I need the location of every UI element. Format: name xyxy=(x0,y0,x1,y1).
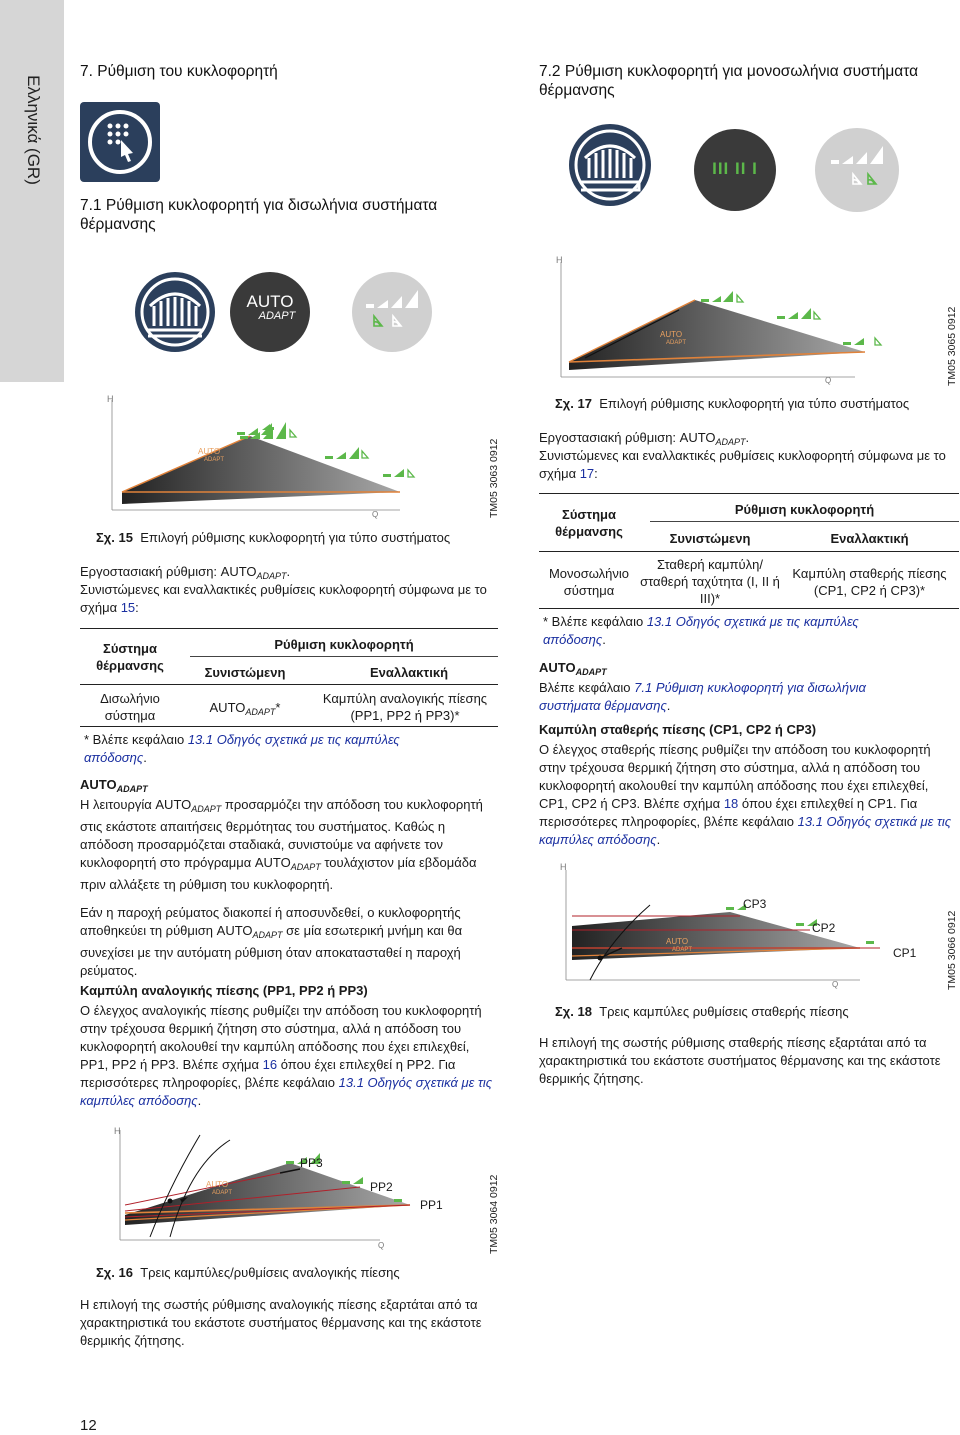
right-auto-ref-prefix: Βλέπε κεφάλαιο xyxy=(539,680,635,695)
right-recommend-body: Συνιστώμενες και εναλλακτικές ρυθμίσεις κυκλοφορητή σύμφωνα με το σχήμα xyxy=(539,448,946,481)
fig17-auto-text: AUTO xyxy=(660,330,683,339)
right-footnote-prefix: * Βλέπε κεφάλαιο xyxy=(543,614,647,629)
fig15-tm-code: TM05 3063 0912 xyxy=(488,438,500,518)
left-factory-setting: Εργοστασιακή ρύθμιση: $AUTO_{ADAPT}$. xyxy=(80,564,291,581)
fig18-axis-h: H xyxy=(560,862,567,872)
fig17-axis-q: Q xyxy=(825,376,832,385)
right-auto-heading-main: AUTO xyxy=(539,660,576,675)
right-auto-heading xyxy=(539,659,607,681)
right-table-col-system: Σύστημα θέρμανσης xyxy=(555,507,623,539)
fig16-auto-text: AUTO xyxy=(206,1180,229,1189)
left-pp-paragraph: Ο έλεγχος αναλογικής πίεσης ρυθμίζει την απόδοση του κυκλοφορητή στην τρέχουσα θερμική ζήτηση στο σύστημα, αλλά η απόδοση του κυκλοφορητή ακολουθεί την καμπύλη απόδοσης που έχει επιλεχθεί, PP1, PP2 ή PP3. Βλέπε σχήμα 16 όπου έχει επιλεχθεί η PP2. Για περισσότερες πληροφορίες, βλέπε κεφάλαιο 13.1 Οδηγός σχετικά με τις καμπύλες απόδοσης. xyxy=(80,1003,493,1108)
right-recommend-text: Συνιστώμενες και εναλλακτικές ρυθμίσεις κυκλοφορητή σύμφωνα με το σχήμα 17: xyxy=(539,448,946,481)
fig17-tm-code: TM05 3065 0912 xyxy=(946,306,958,386)
right-table-bottom-rule xyxy=(539,608,959,609)
right-factory-setting: Εργοστασιακή ρύθμιση: $AUTO_{ADAPT}$. xyxy=(539,430,750,447)
left-table-row-recommended-sub: ADAPT xyxy=(245,707,276,717)
left-table-bottom-rule xyxy=(80,726,498,727)
right-cp-p2: όπου έχει επιλεχθεί η CP1. Για περισσότερες πληροφορίες, βλέπε κεφάλαιο xyxy=(539,796,918,829)
right-table-col-recommended: Συνιστώμενη xyxy=(669,531,751,546)
right-auto-heading-sub: ADAPT xyxy=(575,667,607,677)
fig17-caption xyxy=(555,396,909,411)
left-pp-heading: Καμπύλη αναλογικής πίεσης (PP1, PP2 ή PP3) xyxy=(80,983,368,998)
left-auto-heading-main: AUTO xyxy=(80,777,117,792)
fig15-diagram xyxy=(100,392,420,520)
fig16-note: Η επιλογή της σωστής ρύθμισης αναλογικής πίεσης εξαρτάται από τα χαρακτηριστικά του εκάστοτε συστήματος θέρμανσης και της εκάστοτε θερμικής ζήτησης. xyxy=(80,1297,482,1348)
fig17-caption-text: Επιλογή ρύθμισης κυκλοφορητή για τύπο συστήματος xyxy=(599,396,910,411)
constant-speed-icon-text: III II I xyxy=(712,159,758,178)
left-factory-prefix: Εργοστασιακή ρύθμιση: AUTO xyxy=(80,564,257,579)
left-recommend-fig-link[interactable]: 15 xyxy=(120,600,136,615)
left-table-row-recommended: $AUTO_{ADAPT}*$ xyxy=(209,700,281,717)
right-recommend-fig-link[interactable]: 17 xyxy=(579,466,595,481)
fig18-auto-text: AUTO xyxy=(666,937,689,946)
right-auto-reference: Βλέπε κεφάλαιο 7.1 Ρύθμιση κυκλοφορητή για δισωλήνια συστήματα θέρμανσης. xyxy=(539,680,866,713)
right-table-top-rule xyxy=(539,493,959,494)
fig18-cp1-label: CP1 xyxy=(893,946,917,960)
right-table-col-setting: Ρύθμιση κυκλοφορητή xyxy=(734,502,875,517)
fig16-pp3-label: PP3 xyxy=(300,1156,323,1170)
left-footnote: * Βλέπε κεφάλαιο 13.1 Οδηγός σχετικά με τις καμπύλες απόδοσης. xyxy=(84,732,400,765)
left-table-header-rule xyxy=(80,684,498,685)
fig16-adapt-text: ADAPT xyxy=(212,1190,233,1196)
right-factory-prefix: Εργοστασιακή ρύθμιση: AUTO xyxy=(539,430,716,445)
left-footnote-prefix: * Βλέπε κεφάλαιο xyxy=(84,732,188,747)
fig18-axis-q: Q xyxy=(832,980,839,989)
right-table-row-alternative: Καμπύλη σταθερής πίεσης (CP1, CP2 ή CP3)* xyxy=(792,566,947,598)
left-recommend-body: Συνιστώμενες και εναλλακτικές ρυθμίσεις κυκλοφορητή σύμφωνα με το σχήμα xyxy=(80,582,487,615)
fig15-caption-number: Σχ. 15 xyxy=(96,530,133,545)
fig16-axis-h: H xyxy=(114,1126,121,1136)
fig15-caption-text: Επιλογή ρύθμισης κυκλοφορητή για τύπο συστήματος xyxy=(140,530,451,545)
right-table-mid-rule xyxy=(650,521,959,522)
two-pipe-radiator-icon xyxy=(135,272,215,352)
left-auto-p2a: Εάν η παροχή ρεύματος διακοπεί ή αποσυνδεθεί, ο κυκλοφορητής αποθηκεύει τη ρύθμιση AUTO xyxy=(80,905,461,938)
left-pp-p2: όπου έχει επιλεχθεί η PP2. Για περισσότερες πληροφορίες, βλέπε κεφάλαιο xyxy=(80,1057,456,1090)
left-pp-p1: Ο έλεγχος αναλογικής πίεσης ρυθμίζει την απόδοση του κυκλοφορητή στην τρέχουσα θερμική ζήτηση στο σύστημα, αλλά η απόδοση του κυκλοφορητή ακολουθεί την καμπύλη απόδοσης που έχει επιλεχθεί, PP1, PP2 ή PP3. Βλέπε σχήμα xyxy=(80,1003,482,1072)
touch-settings-icon xyxy=(80,102,160,182)
left-footnote-link[interactable]: 13.1 Οδηγός σχετικά με τις καμπύλες απόδοσης xyxy=(84,732,400,765)
fig15-caption xyxy=(96,530,450,545)
fig16-pp2-label: PP2 xyxy=(370,1180,393,1194)
left-auto-paragraph-2 xyxy=(80,904,500,980)
fig17-diagram xyxy=(555,252,915,387)
section-7-1-heading: 7.1 Ρύθμιση κυκλοφορητή για δισωλήνια συστήματα θέρμανσης xyxy=(80,197,438,233)
curve-selection-icon xyxy=(352,272,432,352)
fig16-auto-label xyxy=(206,1180,232,1198)
right-cp-p1: Ο έλεγχος σταθερής πίεσης ρυθμίζει την απόδοση του κυκλοφορητή στην τρέχουσα θερμική ζήτηση στο σύστημα, αλλά η απόδοση του κυκλοφορητή ακολουθεί την καμπύλη απόδοσης που έχει επιλεχθεί, CP1, CP2 ή CP3. Βλέπε σχήμα xyxy=(539,742,931,811)
page-number: 12 xyxy=(80,1417,97,1434)
left-table-top-rule xyxy=(80,628,498,629)
fig15-auto-label xyxy=(198,447,224,465)
language-tab-label: Ελληνικά (GR) xyxy=(24,75,43,185)
left-table-row-system: Δισωλήνιο σύστημα xyxy=(100,691,160,723)
fig16-axis-q: Q xyxy=(378,1241,385,1250)
fig15-auto-text: AUTO xyxy=(198,447,221,456)
left-auto-p1a: Η λειτουργία AUTO xyxy=(80,797,192,812)
right-cp-fig-link[interactable]: 18 xyxy=(723,796,739,811)
auto-adapt-icon-adapt: ADAPT xyxy=(258,310,296,322)
left-auto-p1-sub2: ADAPT xyxy=(290,862,321,872)
fig18-caption-text: Τρεις καμπύλες ρυθμίσεις σταθερής πίεσης xyxy=(599,1004,849,1019)
fig16-diagram xyxy=(110,1125,460,1250)
fig18-diagram xyxy=(560,860,920,990)
fig15-adapt-text: ADAPT xyxy=(204,457,225,463)
fig18-adapt-text: ADAPT xyxy=(672,947,693,953)
right-auto-ref-link[interactable]: 7.1 Ρύθμιση κυκλοφορητή για δισωλήνια συστήματα θέρμανσης xyxy=(539,680,866,713)
curve-selection-icon-right xyxy=(815,128,899,212)
left-table-mid-rule xyxy=(190,656,498,657)
left-table-col-alternative: Εναλλακτική xyxy=(369,665,449,680)
one-pipe-radiator-icon xyxy=(569,124,651,206)
fig18-caption-number: Σχ. 18 xyxy=(555,1004,592,1019)
fig17-adapt-text: ADAPT xyxy=(666,340,687,346)
fig16-tm-code: TM05 3064 0912 xyxy=(488,1174,500,1254)
left-auto-p1b: προσαρμόζει την απόδοση του κυκλοφορητή στις εκάστοτε απαιτήσεις θερμότητας του συστήματος. Καθώς η απόδοση προσαρμόζεται σταδιακά, συνιστούμε να αφήνετε τον κυκλοφορητή στο πρόγραμμα AUTO xyxy=(80,797,483,870)
left-factory-sub: ADAPT xyxy=(256,571,287,581)
right-table-row-recommended: Σταθερή καμπύλη/σταθερή ταχύτητα (I, II ή III)* xyxy=(640,557,780,606)
fig16-caption-text: Τρεις καμπύλες/ρυθμίσεις αναλογικής πίεσης xyxy=(140,1265,400,1280)
right-cp-link[interactable]: 13.1 Οδηγός σχετικά με τις καμπύλες απόδοσης xyxy=(539,814,952,847)
left-auto-p1-sub1: ADAPT xyxy=(191,804,222,814)
fig16-caption-number: Σχ. 16 xyxy=(96,1265,133,1280)
left-table-col-recommended: Συνιστώμενη xyxy=(204,665,286,680)
right-footnote-link[interactable]: 13.1 Οδηγός σχετικά με τις καμπύλες απόδοσης xyxy=(543,614,859,647)
fig17-axis-h: H xyxy=(556,255,563,265)
right-cp-paragraph: Ο έλεγχος σταθερής πίεσης ρυθμίζει την απόδοση του κυκλοφορητή στην τρέχουσα θερμική ζήτηση στο σύστημα, αλλά η απόδοση του κυκλοφορητή ακολουθεί την καμπύλη απόδοσης που έχει επιλεχθεί, CP1, CP2 ή CP3. Βλέπε σχήμα 18 όπου έχει επιλεχθεί η CP1. Για περισσότερες πληροφορίες, βλέπε κεφάλαιο 13.1 Οδηγός σχετικά με τις καμπύλες απόδοσης. xyxy=(539,742,952,847)
fig17-caption-number: Σχ. 17 xyxy=(555,396,592,411)
fig17-auto-label xyxy=(660,330,686,348)
fig15-axis-h: H xyxy=(107,394,114,404)
left-auto-p1c: τουλάχιστον μία εβδομάδα πριν αλλάξετε τη ρύθμιση του κυκλοφορητή. xyxy=(80,855,477,892)
left-auto-p2-sub: ADAPT xyxy=(252,930,283,940)
fig18-tm-code: TM05 3066 0912 xyxy=(946,910,958,990)
section-7-heading: 7. Ρύθμιση του κυκλοφορητή xyxy=(80,63,278,80)
left-recommend-text: Συνιστώμενες και εναλλακτικές ρυθμίσεις κυκλοφορητή σύμφωνα με το σχήμα 15: xyxy=(80,582,487,615)
left-auto-paragraph-1 xyxy=(80,796,500,894)
left-pp-fig-link[interactable]: 16 xyxy=(262,1057,278,1072)
fig18-auto-label xyxy=(666,937,692,955)
left-pp-link[interactable]: 13.1 Οδηγός σχετικά με τις καμπύλες απόδοσης xyxy=(80,1075,493,1108)
left-table-row-recommended-main: AUTO xyxy=(209,700,246,715)
left-table-col-system: Σύστημα θέρμανσης xyxy=(96,641,164,673)
left-table-col-setting: Ρύθμιση κυκλοφορητή xyxy=(274,637,414,652)
language-tab xyxy=(0,0,64,382)
right-factory-sub: ADAPT xyxy=(715,437,746,447)
right-table-header-rule xyxy=(539,551,959,552)
section-7-2-heading: 7.2 Ρύθμιση κυκλοφορητή για μονοσωλήνια συστήματα θέρμανσης xyxy=(539,63,919,99)
fig16-pp1-label: PP1 xyxy=(420,1198,443,1212)
fig15-axis-q: Q xyxy=(372,510,379,519)
right-footnote: * Βλέπε κεφάλαιο 13.1 Οδηγός σχετικά με τις καμπύλες απόδοσης. xyxy=(543,614,859,647)
right-cp-heading: Καμπύλη σταθερής πίεσης (CP1, CP2 ή CP3) xyxy=(539,722,817,737)
fig18-cp3-label: CP3 xyxy=(743,897,767,911)
left-auto-heading xyxy=(80,776,148,798)
fig18-cp2-label: CP2 xyxy=(812,921,836,935)
right-table-row-system: Μονοσωλήνιο σύστημα xyxy=(548,566,630,598)
fig18-caption xyxy=(555,1004,849,1019)
fig16-caption xyxy=(96,1265,400,1280)
left-table-row-alternative: Καμπύλη αναλογικής πίεσης (PP1, PP2 ή PP3)* xyxy=(322,691,488,723)
fig18-note: Η επιλογή της σωστής ρύθμισης σταθερής πίεσης εξαρτάται από τα χαρακτηριστικά του εκάστοτε συστήματος θέρμανσης και της εκάστοτε θερμικής ζήτησης. xyxy=(539,1035,941,1086)
right-table-col-alternative: Εναλλακτική xyxy=(830,531,909,546)
auto-adapt-icon-auto: AUTO xyxy=(246,292,294,311)
auto-adapt-icon-text xyxy=(230,292,310,323)
left-auto-p2b: σε μία εσωτερική μνήμη και θα συνεχίσει με την αυτόματη ρύθμιση όταν αποκατασταθεί η παροχή ρεύματος. xyxy=(80,923,463,978)
left-auto-heading-sub: ADAPT xyxy=(116,784,148,794)
